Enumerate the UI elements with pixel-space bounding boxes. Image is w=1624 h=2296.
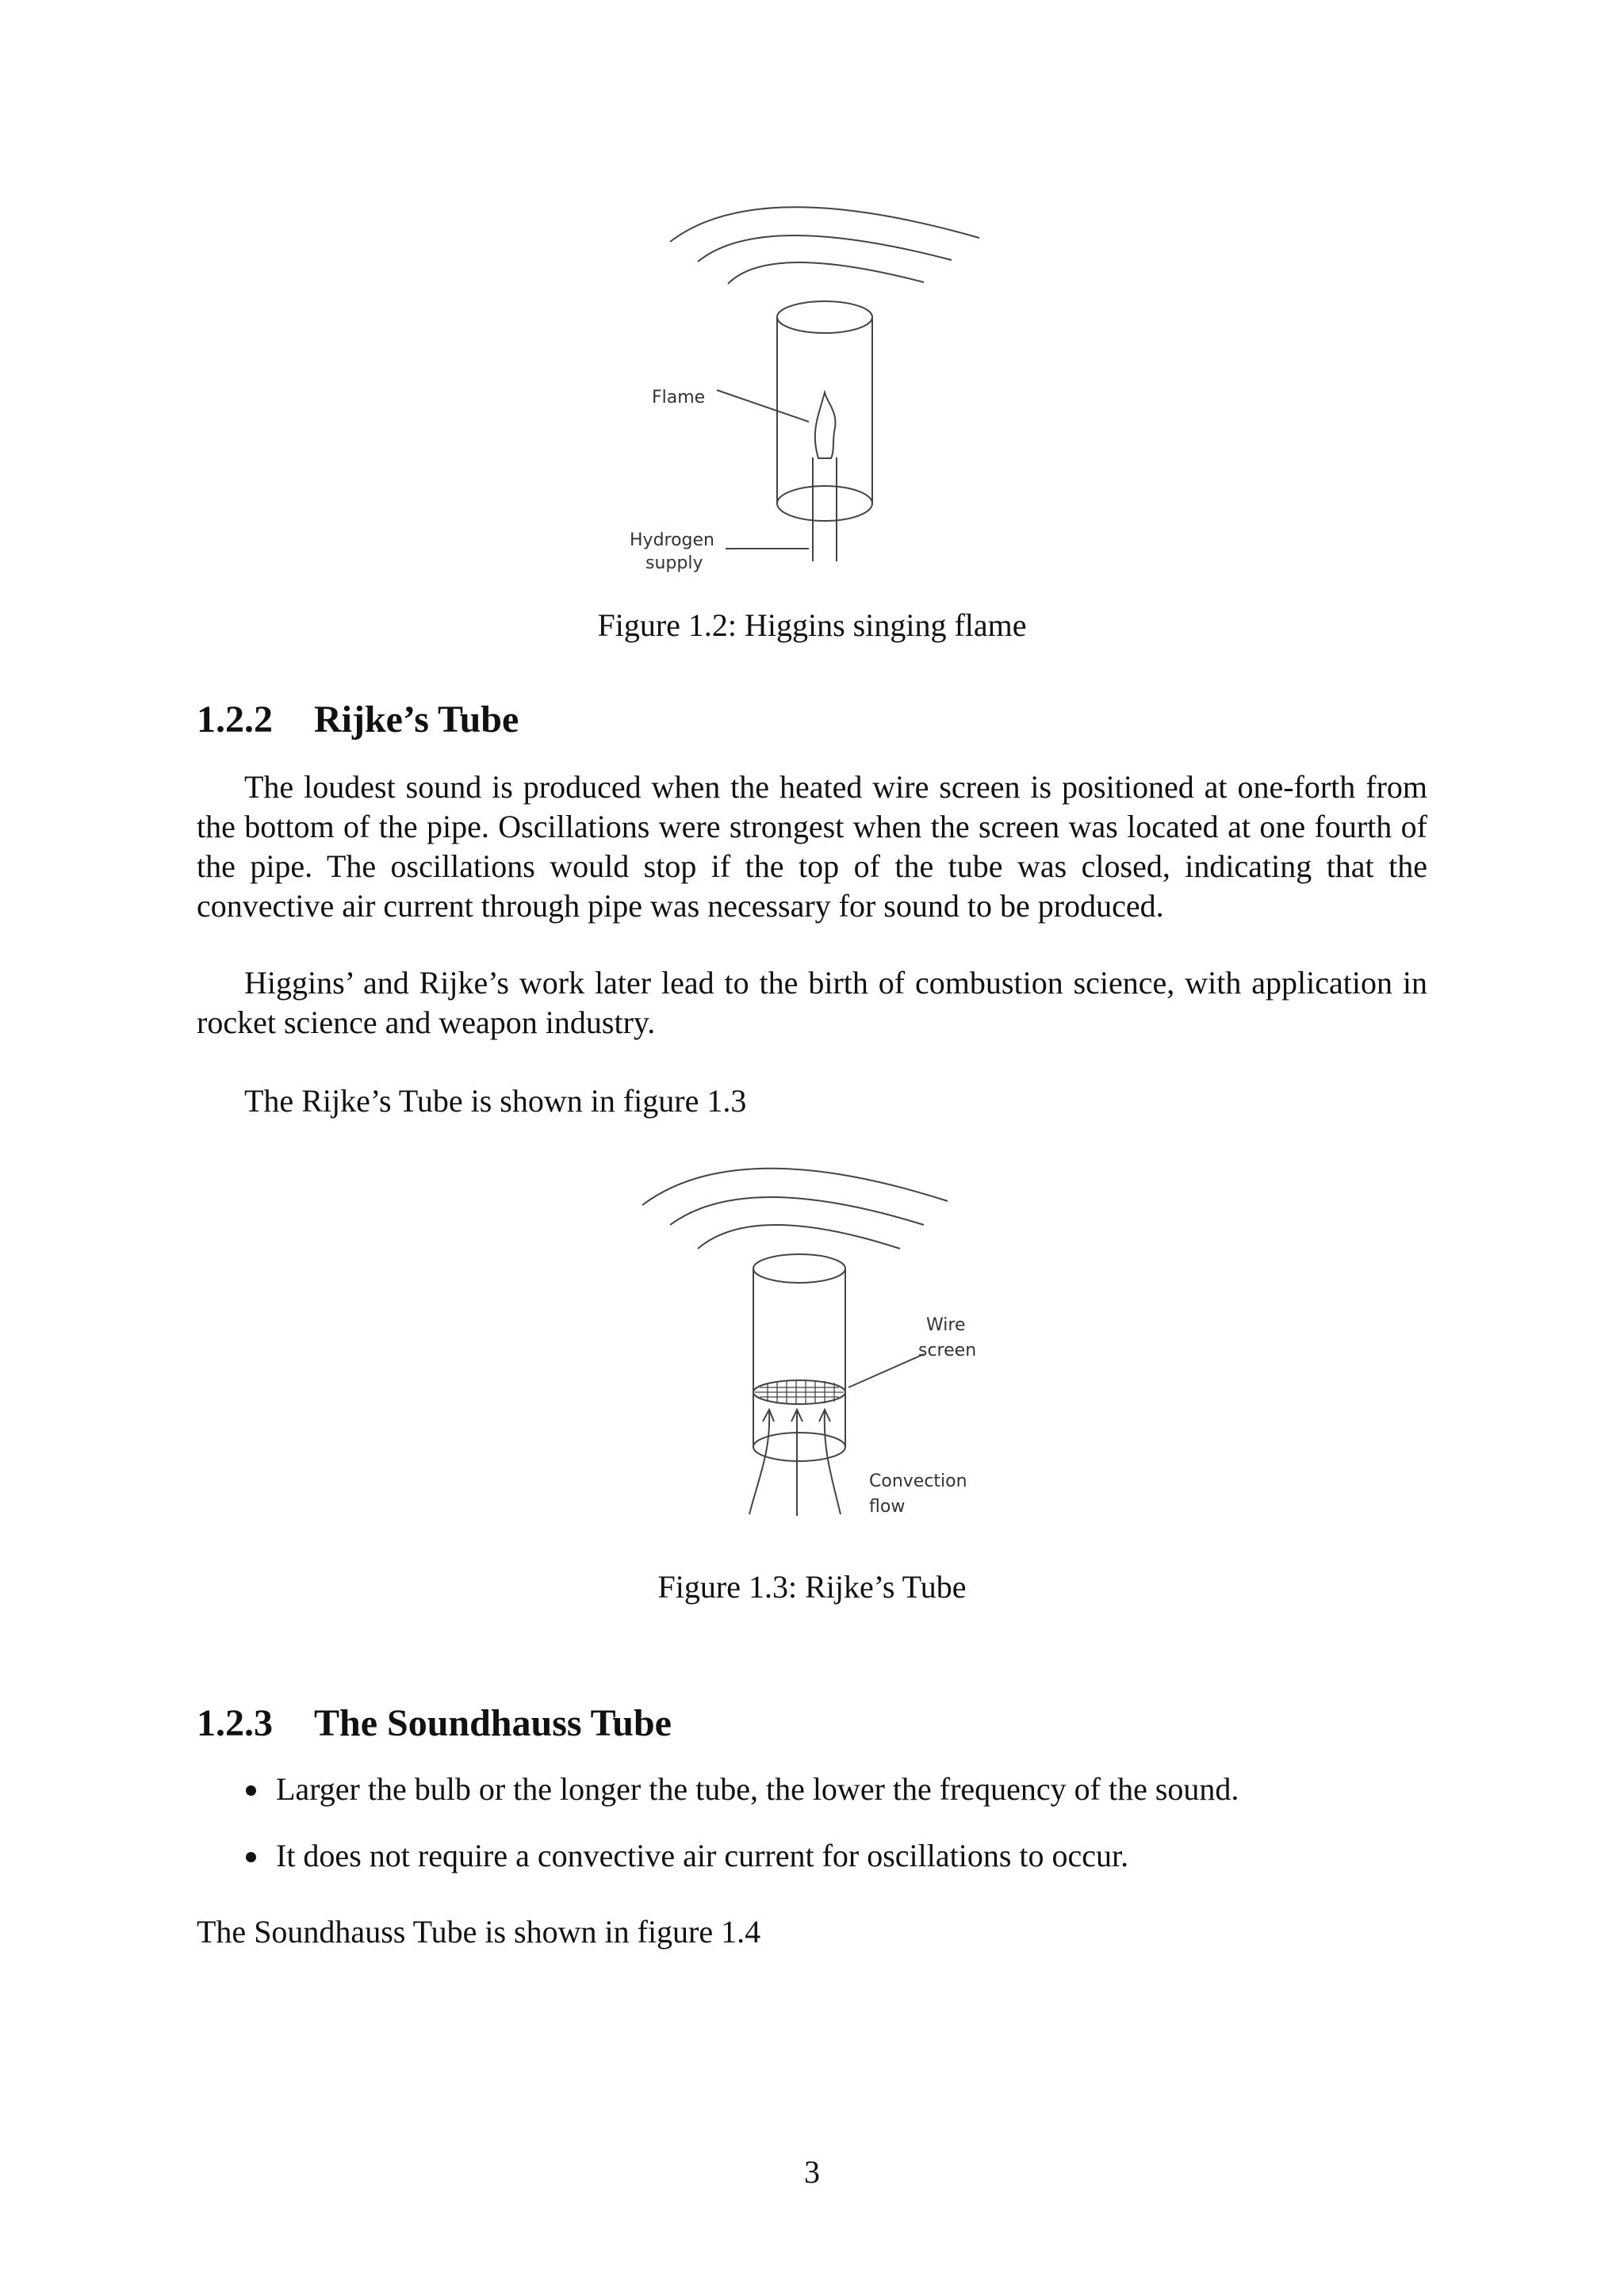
list-item: Larger the bulb or the longer the tube, the lower the frequency of the sound. (197, 1770, 1427, 1809)
paragraph-combustion-science: Higgins’ and Rijke’s work later lead to the birth of combustion science, with application in rocket science and weapon industry. (197, 965, 1427, 1040)
label-flow: flow (869, 1497, 906, 1517)
screen-leader-line (848, 1354, 924, 1387)
tube-bottom-rim (777, 486, 872, 521)
soundhauss-bullet-list (197, 1770, 1427, 1903)
label-hydrogen: Hydrogen (630, 530, 714, 550)
paragraph-figure-reference: The Rijke’s Tube is shown in figure 1.3 (244, 1083, 747, 1119)
sound-wave-arc-outer (642, 1169, 948, 1205)
label-supply: supply (645, 553, 703, 573)
section-title: Rijke’s Tube (314, 698, 519, 740)
section-number: 1.2.2 (197, 698, 273, 740)
figure-rijkes-tube (619, 1150, 1031, 1530)
sound-wave-arc-inner (698, 1225, 900, 1249)
section-heading-soundhauss-tube (197, 1701, 672, 1745)
section-number: 1.2.3 (197, 1702, 273, 1744)
section-heading-rijkes-tube (197, 698, 519, 741)
label-screen: screen (918, 1341, 977, 1360)
bullet-icon (246, 1852, 256, 1862)
tube-top-rim (777, 301, 872, 333)
paragraph-soundhauss-figure-reference: The Soundhauss Tube is shown in figure 1.4 (197, 1914, 761, 1950)
convection-arrow-right (825, 1411, 841, 1514)
sound-wave-arc-middle (670, 1197, 924, 1225)
higgins-flame-diagram (611, 190, 1007, 579)
sound-wave-arc-inner (728, 262, 924, 284)
convection-arrowhead-left (763, 1410, 774, 1422)
figure-caption-1-2: Figure 1.2: Higgins singing flame (597, 607, 1027, 643)
section-title: The Soundhauss Tube (314, 1702, 672, 1744)
figure-caption-1-3: Figure 1.3: Rijke’s Tube (657, 1569, 967, 1605)
tube-top-rim (753, 1254, 845, 1283)
page-number: 3 (804, 2154, 820, 2190)
flame-shape (815, 392, 836, 458)
label-convection: Convection (869, 1471, 967, 1491)
label-flame: Flame (652, 388, 706, 408)
bullet-icon (246, 1785, 256, 1796)
label-wire: Wire (926, 1315, 966, 1335)
figure-higgins-singing-flame (611, 190, 1007, 579)
paragraph-rijke-description: The loudest sound is produced when the heated wire screen is positioned at one-forth from the bottom of the pipe. Oscillations were strongest when the screen was located at one fourth of the pipe. The oscillations would stop if the top of the tube was closed, indicating that the convective air current through pipe was necessary for sound to be produced. (197, 769, 1427, 924)
list-item: It does not require a convective air current for oscillations to occur. (197, 1836, 1427, 1876)
rijke-tube-diagram (619, 1150, 1031, 1530)
convection-arrow-left (749, 1411, 769, 1514)
flame-leader-line (717, 390, 809, 422)
sound-wave-arc-middle (698, 235, 952, 262)
